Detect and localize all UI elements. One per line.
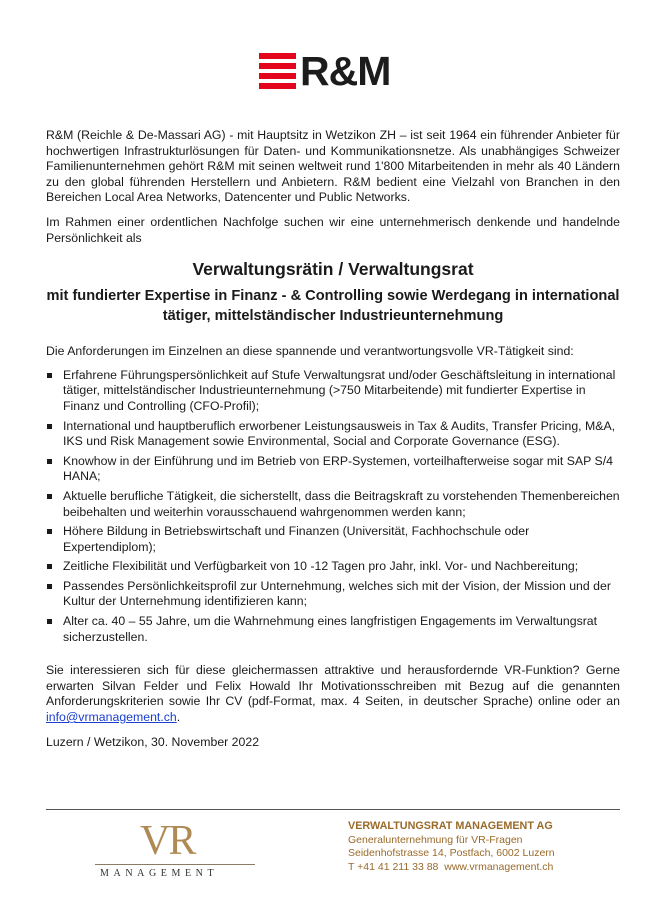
footer-phone-web	[348, 861, 620, 875]
logo-stripe	[259, 83, 296, 89]
search-paragraph: Im Rahmen einer ordentlichen Nachfolge suchen wir eine unternehmerisch denkende und handelnde Persönlichkeit als	[46, 214, 620, 245]
list-item	[46, 489, 620, 520]
vr-logo-sub: MANAGEMENT	[100, 868, 219, 879]
list-item	[46, 579, 620, 610]
requirement-text: Zeitliche Flexibilität und Verfügbarkeit von 10 -12 Tagen pro Jahr, inkl. Vor- und Nachbereitung;	[63, 559, 579, 574]
list-item	[46, 368, 620, 415]
vr-management-logo	[95, 818, 260, 878]
bullet-icon	[47, 619, 52, 624]
intro-paragraph: R&M (Reichle & De-Massari AG) - mit Hauptsitz in Wetzikon ZH – ist seit 1964 ein führender Anbieter für hochwertigen Infrastrukturlösungen für Daten- und Kommunikationsnetze. Als unabhängiges Schweizer Familienunternehmen gehört R&M mit seinen weltweit rund 1'800 Mitarbeitenden in mehr als 40 Ländern zu den global führenden Herstellern und Anbietern. R&M bedient eine Vielzahl von Branchen in den Bereichen Local Area Networks, Datencenter und Public Networks.	[46, 128, 620, 205]
footer-website[interactable]: www.vrmanagement.ch	[444, 860, 554, 873]
footer-divider	[46, 809, 620, 810]
bullet-icon	[47, 584, 52, 589]
closing-text: Sie interessieren sich für diese gleichermassen attraktive und herausfordernde VR-Funktion? Gerne erwarten Silvan Felder und Felix Howald Ihr Motivationsschreiben mit Bezug auf die genannten Anforderungskriterien sowie Ihr CV (pdf-Format, max. 4 Seiten, in deutscher Sprache) online oder an	[46, 663, 620, 709]
requirement-text: Knowhow in der Einführung und im Betrieb von ERP-Systemen, vorteilhafterweise sogar mit SAP S/4 HANA;	[63, 453, 613, 484]
bullet-icon	[47, 529, 52, 534]
vr-logo-letters: VR	[140, 818, 195, 864]
rm-logo	[259, 48, 391, 94]
position-title: Verwaltungsrätin / Verwaltungsrat	[192, 259, 474, 280]
list-item	[46, 419, 620, 450]
closing-paragraph	[46, 663, 620, 725]
footer-phone: T +41 41 211 33 88	[348, 860, 439, 873]
footer-tagline: Generalunternehmung für VR-Fragen	[348, 833, 523, 846]
requirement-text: Passendes Persönlichkeitsprofil zur Unternehmung, welches sich mit der Vision, der Mission und der Kultur der Unternehmung identifizieren kann;	[63, 578, 611, 609]
list-item	[46, 614, 620, 645]
logo-stripe	[259, 73, 296, 79]
email-link[interactable]: info@vrmanagement.ch	[46, 710, 177, 725]
requirement-text: Alter ca. 40 – 55 Jahre, um die Wahrnehmung eines langfristigen Engagements im Verwaltungsrat sicherzustellen.	[63, 614, 598, 644]
bullet-icon	[47, 459, 52, 464]
list-item	[46, 559, 620, 575]
list-item	[46, 454, 620, 485]
bullet-icon	[47, 424, 52, 429]
requirement-text: Höhere Bildung in Betriebswirtschaft und Finanzen (Universität, Fachhochschule oder Expertendiplom);	[63, 524, 530, 554]
logo-stripe	[259, 63, 296, 69]
requirement-text: Aktuelle berufliche Tätigkeit, die sicherstellt, dass die Beitragskraft zu vorstehenden Themenbereichen beibehalten und weiterhin vorausschauend wahrgenommen werden kann;	[63, 488, 620, 519]
date-line: Luzern / Wetzikon, 30. November 2022	[46, 734, 260, 749]
list-item	[46, 524, 620, 555]
requirements-list	[46, 368, 620, 646]
closing-end: .	[176, 710, 181, 725]
requirement-text: International und hauptberuflich erworbener Leistungsausweis in Tax & Audits, Transfer Pricing, M&A, IKS und Risk Management sowie Environmental, Social and Corporate Governance (ESG).	[63, 418, 616, 449]
position-subtitle: mit fundierter Expertise in Finanz - & Controlling sowie Werdegang in international tätiger, mittelständischer Industrieunternehmung	[46, 288, 620, 325]
rm-logo-mark	[259, 53, 296, 89]
footer-contact	[348, 820, 620, 874]
bullet-icon	[47, 564, 52, 569]
footer-company: VERWALTUNGSRAT MANAGEMENT AG	[348, 820, 553, 832]
footer-address: Seidenhofstrasse 14, Postfach, 6002 Luzern	[348, 847, 555, 859]
main-content	[46, 128, 620, 750]
requirements-intro: Die Anforderungen im Einzelnen an diese spannende und verantwortungsvolle VR-Tätigkeit sind:	[46, 344, 574, 359]
rm-logo-text: R&M	[300, 48, 391, 94]
bullet-icon	[47, 494, 52, 499]
logo-stripe	[259, 53, 296, 59]
bullet-icon	[47, 373, 52, 378]
requirement-text: Erfahrene Führungspersönlichkeit auf Stufe Verwaltungsrat und/oder Geschäftsleitung in international tätiger, mittelständischer Industrieunternehmung (>750 Mitarbeitende) mit fundierter Expertise in Finanz und Controlling (CFO-Profil);	[63, 367, 616, 413]
vr-logo-line	[95, 864, 255, 865]
